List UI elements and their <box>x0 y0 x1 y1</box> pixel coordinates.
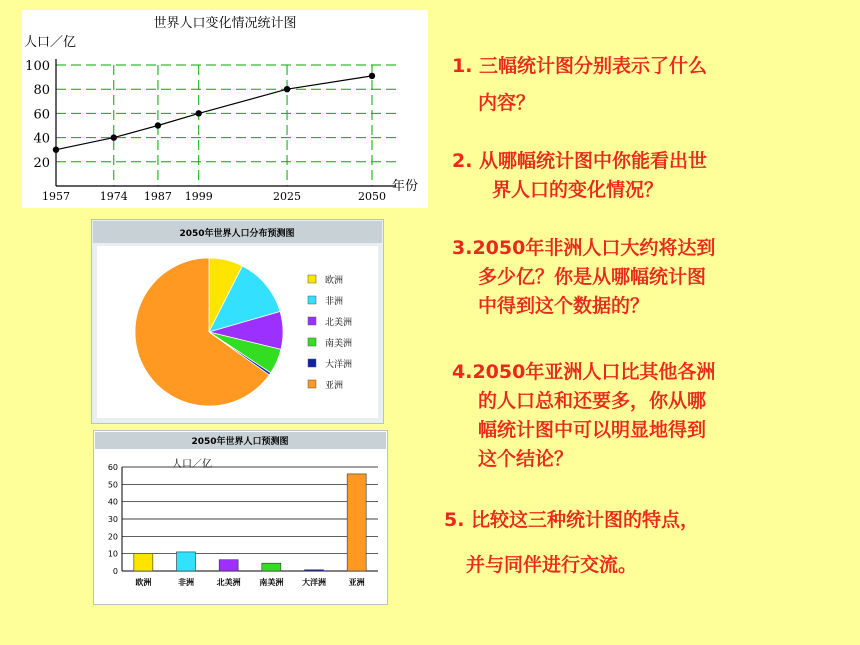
question-4-line-2: 的人口总和还要多，你从哪 <box>478 390 707 412</box>
bar-category-label: 南美洲 <box>259 577 284 587</box>
bar <box>177 552 196 571</box>
question-1 <box>452 52 707 118</box>
pie-legend-label: 欧洲 <box>325 276 344 286</box>
line-chart-xtick-label: 2025 <box>273 190 302 203</box>
line-chart-series-line <box>56 76 372 150</box>
population-line-chart <box>22 10 428 208</box>
pie-legend-label: 大洋洲 <box>325 360 353 370</box>
population-bar-chart <box>94 431 387 604</box>
bar-category-label: 欧洲 <box>135 577 152 587</box>
bar-category-label: 亚洲 <box>348 577 365 587</box>
question-4-line-3: 幅统计图中可以明显地得到 <box>478 419 707 441</box>
line-chart-data-point <box>111 134 117 140</box>
bar <box>347 474 366 571</box>
bar-chart-ytick-label: 10 <box>107 549 118 559</box>
population-pie-chart <box>92 220 383 423</box>
pie-chart-title: 2050年世界人口分布预测图 <box>179 229 295 239</box>
question-3-line-3: 中得到这个数据的？ <box>478 295 650 317</box>
line-chart-data-point <box>369 73 375 79</box>
bar-chart-ytick-label: 20 <box>107 532 118 542</box>
bar-chart-ytick-label: 0 <box>112 567 118 576</box>
bar-category-label: 北美洲 <box>216 577 241 587</box>
question-3-line-2: 多少亿？你是从哪幅统计图 <box>478 266 707 288</box>
line-chart-data-point <box>196 110 202 116</box>
question-3 <box>452 234 715 321</box>
question-1-line-1: 1. 三幅统计图分别表示了什么 <box>452 55 708 77</box>
line-chart-ytick-label: 60 <box>33 107 50 123</box>
bar-chart-ytick-label: 60 <box>107 463 118 472</box>
line-chart-ytick-label: 100 <box>25 59 50 74</box>
question-4 <box>452 358 715 474</box>
line-chart-panel <box>22 10 428 208</box>
bar-chart-ytick-label: 50 <box>107 480 118 490</box>
line-chart-ytick-label: 40 <box>33 131 50 147</box>
pie-legend-label: 南美洲 <box>325 339 353 349</box>
bar-category-label: 大洋洲 <box>302 577 326 587</box>
pie-legend-label: 非洲 <box>325 297 344 307</box>
line-chart-ytick-label: 80 <box>33 83 50 99</box>
line-chart-ytick-label: 20 <box>33 155 50 171</box>
line-chart-xtick-label: 1974 <box>99 190 128 203</box>
bar <box>134 554 153 571</box>
question-5 <box>444 506 699 580</box>
line-chart-xtick-label: 1999 <box>184 190 213 203</box>
pie-legend-swatch <box>308 296 316 304</box>
question-4-line-4: 这个结论？ <box>478 448 574 470</box>
question-3-line-1: 3.2050年非洲人口大约将达到 <box>452 237 716 259</box>
line-chart-data-point <box>155 122 161 128</box>
bar-chart-ytick-label: 30 <box>107 515 118 524</box>
question-2-line-2: 界人口的变化情况？ <box>492 179 664 201</box>
bar-chart-ytick-label: 40 <box>107 497 118 507</box>
pie-legend-swatch <box>308 359 316 367</box>
line-chart-data-point <box>284 86 290 92</box>
bar-category-label: 非洲 <box>178 577 194 587</box>
bar-chart-panel <box>93 430 388 605</box>
pie-legend-swatch <box>308 275 316 283</box>
line-chart-xtick-label: 1957 <box>42 190 70 203</box>
question-5-line-1: 5. 比较这三种统计图的特点， <box>444 509 700 531</box>
bar <box>262 563 281 571</box>
line-chart-xtick-label: 2050 <box>358 190 386 203</box>
bar <box>305 570 324 571</box>
pie-legend-swatch <box>308 380 316 388</box>
question-4-line-1: 4.2050年亚洲人口比其他各洲 <box>452 361 716 383</box>
line-chart-xlabel: 年份 <box>392 179 419 194</box>
line-chart-xtick-label: 1987 <box>143 190 172 203</box>
pie-legend-label: 亚洲 <box>325 381 344 391</box>
bar-chart-title: 2050年世界人口预测图 <box>191 437 289 447</box>
pie-legend-swatch <box>308 317 316 325</box>
line-chart-ylabel: 人口／亿 <box>24 35 77 50</box>
question-1-line-2: 内容？ <box>478 92 536 114</box>
line-chart-title: 世界人口变化情况统计图 <box>153 16 297 31</box>
question-2 <box>452 147 707 205</box>
bar-chart-ylabel: 人口／亿 <box>172 459 212 470</box>
pie-legend-swatch <box>308 338 316 346</box>
pie-chart-panel <box>91 219 384 424</box>
question-2-line-1: 2. 从哪幅统计图中你能看出世 <box>452 150 708 172</box>
question-5-line-2: 并与同伴进行交流。 <box>466 554 638 576</box>
pie-legend-label: 北美洲 <box>325 318 353 328</box>
line-chart-data-point <box>53 147 59 153</box>
bar <box>219 560 238 571</box>
